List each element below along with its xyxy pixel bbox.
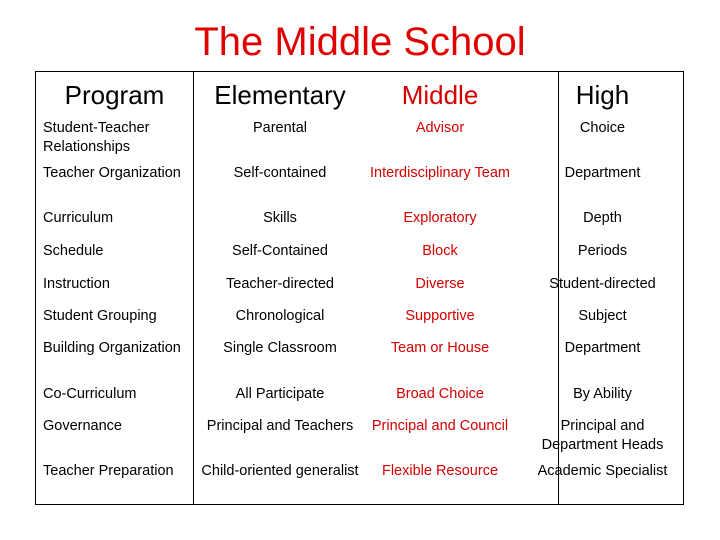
elementary-cell: Self-Contained <box>232 243 328 259</box>
elementary-cell: All Participate <box>235 386 325 402</box>
elementary-cell: Teacher-directed <box>226 276 334 292</box>
middle-cell: Team or House <box>390 340 490 356</box>
high-cell: Department <box>564 165 641 181</box>
header-high: High <box>575 80 630 110</box>
high-cell: Choice <box>579 120 626 136</box>
program-cell: Schedule <box>43 243 104 259</box>
middle-cell: Diverse <box>415 276 465 292</box>
elementary-cell: Chronological <box>235 308 325 324</box>
middle-cell: Supportive <box>405 308 475 324</box>
middle-cell: Broad Choice <box>396 386 484 402</box>
elementary-cell: Skills <box>263 210 297 226</box>
high-cell: Periods <box>577 243 628 259</box>
high-cell: Principal and Department Heads <box>541 418 664 453</box>
middle-cell: Interdisciplinary Team <box>370 165 510 181</box>
program-cell: Student Grouping <box>43 308 157 324</box>
elementary-cell: Principal and Teachers <box>206 418 354 434</box>
high-cell: Academic Specialist <box>537 463 668 479</box>
program-cell: Teacher Organization <box>43 165 181 181</box>
high-cell: Depth <box>583 210 622 226</box>
program-cell: Curriculum <box>43 210 114 226</box>
elementary-cell: Parental <box>252 120 307 136</box>
program-cell: Co-Curriculum <box>43 386 137 402</box>
program-cell: Governance <box>43 418 122 434</box>
elementary-cell: Child-oriented generalist <box>201 463 359 479</box>
program-cell: Student-Teacher Relationships <box>43 120 150 155</box>
program-cell: Instruction <box>43 276 110 292</box>
program-cell: Teacher Preparation <box>43 463 174 479</box>
middle-cell: Principal and Council <box>371 418 509 434</box>
page-title: The Middle School <box>194 20 526 64</box>
comparison-table <box>35 71 684 505</box>
header-middle: Middle <box>401 80 479 110</box>
column-divider-program <box>193 72 194 504</box>
high-cell: Department <box>564 340 641 356</box>
elementary-cell: Single Classroom <box>223 340 337 356</box>
middle-cell: Block <box>422 243 458 259</box>
high-cell: Subject <box>578 308 627 324</box>
header-elementary: Elementary <box>214 80 346 110</box>
elementary-cell: Self-contained <box>233 165 327 181</box>
middle-cell: Exploratory <box>403 210 477 226</box>
high-cell: Student-directed <box>549 276 656 292</box>
high-cell: By Ability <box>573 386 632 402</box>
header-program: Program <box>64 80 165 110</box>
middle-cell: Flexible Resource <box>381 463 499 479</box>
middle-cell: Advisor <box>415 120 465 136</box>
table-header-row <box>36 72 683 116</box>
program-cell: Building Organization <box>43 340 181 356</box>
